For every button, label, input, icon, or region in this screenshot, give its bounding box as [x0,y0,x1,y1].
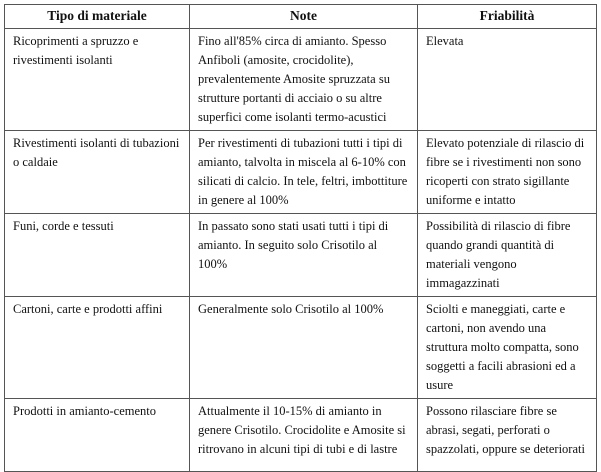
table-row [5,29,597,131]
cell-note: Per rivestimenti di tubazioni tutti i tipi di amianto, talvolta in miscela al 6-10% con silicati di calcio. In tele, feltri, imbottiture in genere al 100% [190,131,418,214]
cell-material: Rivestimenti isolanti di tubazioni o caldaie [5,131,190,214]
cell-material: Prodotti in amianto-cemento [5,399,190,472]
cell-note: Generalmente solo Crisotilo al 100% [190,297,418,399]
cell-note: Attualmente il 10-15% di amianto in genere Crisotilo. Crocidolite e Amosite si ritrovano in alcuni tipi di tubi e di lastre [190,399,418,472]
cell-friability: Elevato potenziale di rilascio di fibre se i rivestimenti non sono ricoperti con strato sigillante uniforme e intatto [418,131,597,214]
table-header-row [5,5,597,29]
cell-note: In passato sono stati usati tutti i tipi di amianto. In seguito solo Crisotilo al 100% [190,214,418,297]
cell-friability: Possono rilasciare fibre se abrasi, segati, perforati o spazzolati, oppure se deteriorati [418,399,597,472]
cell-material: Funi, corde e tessuti [5,214,190,297]
table-row [5,297,597,399]
cell-friability: Possibilità di rilascio di fibre quando grandi quantità di materiali vengono immagazzinati [418,214,597,297]
cell-material: Ricoprimenti a spruzzo e rivestimenti isolanti [5,29,190,131]
header-material-type: Tipo di materiale [5,5,190,29]
asbestos-materials-table [4,4,597,472]
header-friability: Friabilità [418,5,597,29]
table-row [5,131,597,214]
cell-note: Fino all'85% circa di amianto. Spesso Anfiboli (amosite, crocidolite), prevalentemente Amosite spruzzata su strutture portanti di acciaio o su altre superfici come isolanti termo-acustici [190,29,418,131]
cell-friability: Elevata [418,29,597,131]
table-row [5,214,597,297]
cell-friability: Sciolti e maneggiati, carte e cartoni, non avendo una struttura molto compatta, sono soggetti a facili abrasioni ed a usure [418,297,597,399]
header-notes: Note [190,5,418,29]
cell-material: Cartoni, carte e prodotti affini [5,297,190,399]
